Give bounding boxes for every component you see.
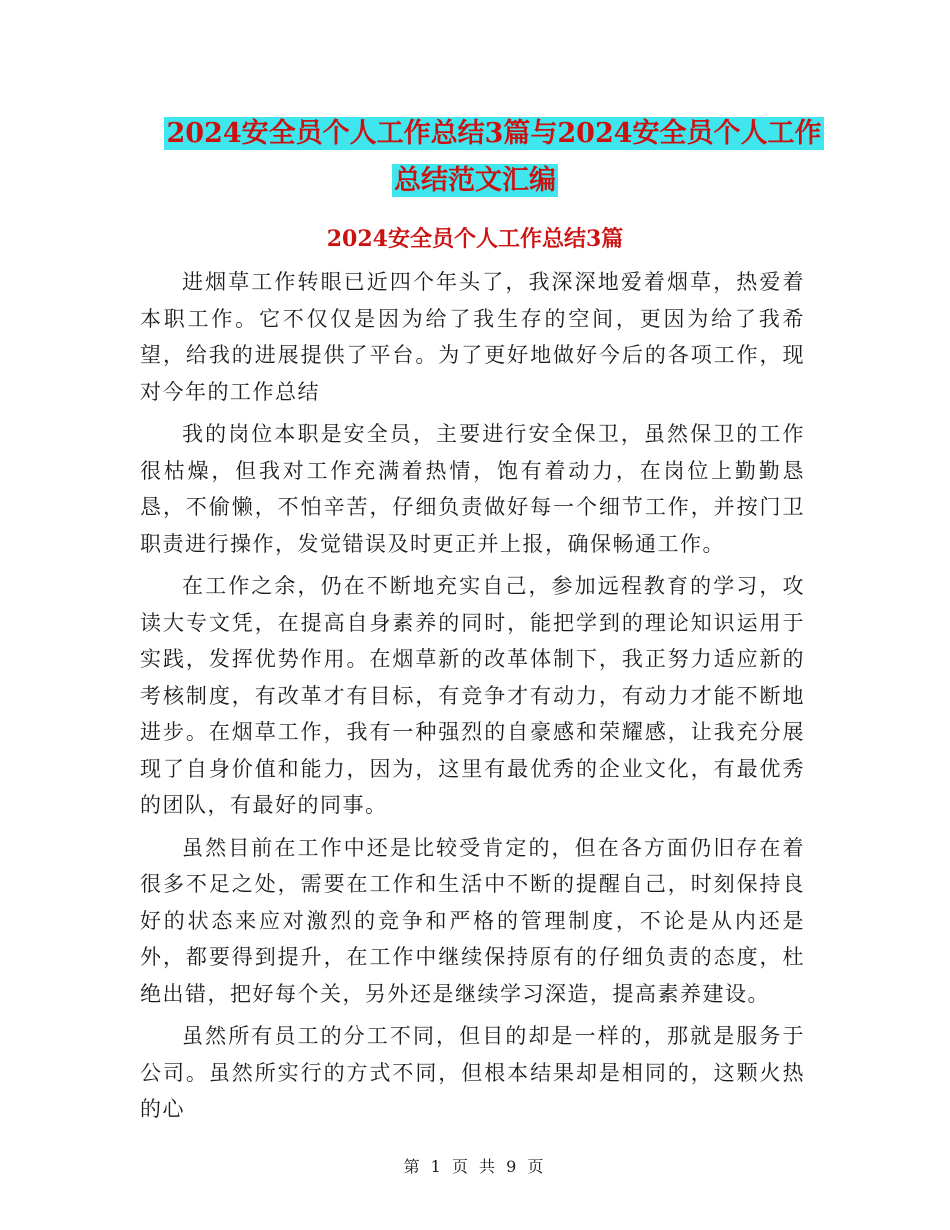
paragraph: 在工作之余，仍在不断地充实自己，参加远程教育的学习，攻读大专文凭，在提高自身素养的同时，能把学到的理论知识运用于实践，发挥优势作用。在烟草新的改革体制下，我正努力适应新的考核制度，有改革才有目标，有竞争才有动力，有动力才能不断地进步。在烟草工作，我有一种强烈的自豪感和荣耀感，让我充分展现了自身价值和能力，因为，这里有最优秀的企业文化，有最优秀的团队，有最好的同事。 [140,574,805,817]
title-line-2: 总结范文汇编 [394,165,556,196]
section-heading: 2024安全员个人工作总结3篇 [326,226,624,252]
page-footer: 第 1 页 共 9 页 [403,1157,547,1176]
paragraph: 虽然所有员工的分工不同，但目的却是一样的，那就是服务于公司。虽然所实行的方式不同，但根本结果却是相同的，这颗火热的心 [140,1024,805,1121]
document-body [140,264,805,1134]
paragraph: 虽然目前在工作中还是比较受肯定的，但在各方面仍旧存在着很多不足之处，需要在工作和生活中不断的提醒自己，时刻保持良好的状态来应对激烈的竞争和严格的管理制度，不论是从内还是外，都要得到提升，在工作中继续保持原有的仔细负责的态度，杜绝出错，把好每个关，另外还是继续学习深造，提高素养建设。 [140,835,805,1006]
paragraph: 进烟草工作转眼已近四个年头了，我深深地爱着烟草，热爱着本职工作。它不仅仅是因为给了我生存的空间，更因为给了我希望，给我的进展提供了平台。为了更好地做好今后的各项工作，现对今年的工作总结 [140,270,805,404]
paragraph: 我的岗位本职是安全员，主要进行安全保卫，虽然保卫的工作很枯燥，但我对工作充满着热情，饱有着动力，在岗位上勤勤恳恳，不偷懒，不怕辛苦，仔细负责做好每一个细节工作，并按门卫职责进行操作，发觉错误及时更正并上报，确保畅通工作。 [140,422,805,556]
document-title [0,110,950,204]
title-line-1: 2024安全员个人工作总结3篇与2024安全员个人工作 [166,118,822,149]
